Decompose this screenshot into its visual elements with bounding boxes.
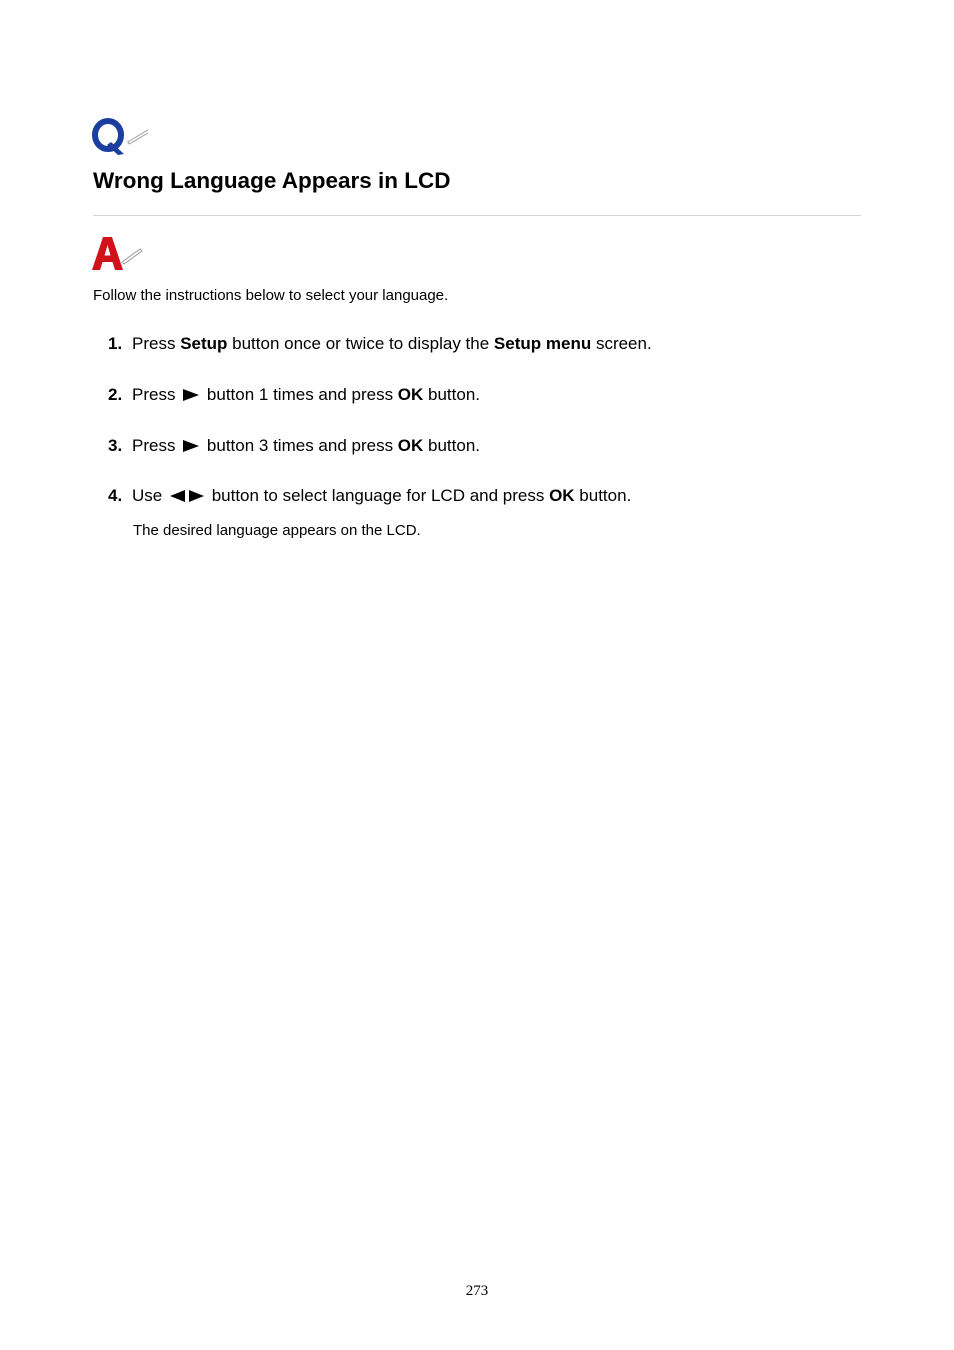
step-text: button.: [574, 486, 632, 505]
step-text: screen.: [591, 334, 652, 353]
step-item: [108, 384, 480, 406]
right-arrow-icon: [183, 440, 199, 452]
answer-mark-icon: [92, 236, 142, 272]
step-item: [108, 333, 652, 355]
step-item: [108, 485, 631, 507]
page-number: 273: [465, 1283, 489, 1299]
step-text: button.: [423, 436, 481, 455]
step-text: button.: [423, 385, 481, 404]
step-number: 2.: [108, 385, 123, 404]
step-keyword: Setup: [180, 334, 228, 353]
step-number: 1.: [108, 334, 123, 353]
step-number: 3.: [108, 436, 123, 455]
step-keyword: Setup menu: [493, 334, 592, 353]
step-text: button 1 times and press: [202, 385, 398, 404]
step-text: Press: [132, 436, 181, 455]
page-title: Wrong Language Appears in LCD: [93, 168, 451, 193]
step-text: Press: [132, 334, 181, 353]
step-note: The desired language appears on the LCD.: [133, 522, 421, 539]
step-number: 4.: [108, 486, 123, 505]
title-divider: [93, 215, 861, 216]
right-arrow-icon: [183, 389, 199, 401]
step-text: button 3 times and press: [202, 436, 398, 455]
step-keyword: OK: [397, 385, 424, 404]
step-text: Press: [132, 385, 181, 404]
left-right-arrows-icon: [170, 490, 204, 502]
step-keyword: OK: [397, 436, 424, 455]
step-text: button once or twice to display the: [227, 334, 494, 353]
step-text: Use: [132, 486, 167, 505]
step-keyword: OK: [549, 486, 575, 505]
intro-text: Follow the instructions below to select your language.: [93, 287, 449, 304]
question-mark-icon: [92, 118, 148, 158]
step-item: [108, 435, 480, 457]
step-text: button to select language for LCD and press: [206, 486, 550, 505]
